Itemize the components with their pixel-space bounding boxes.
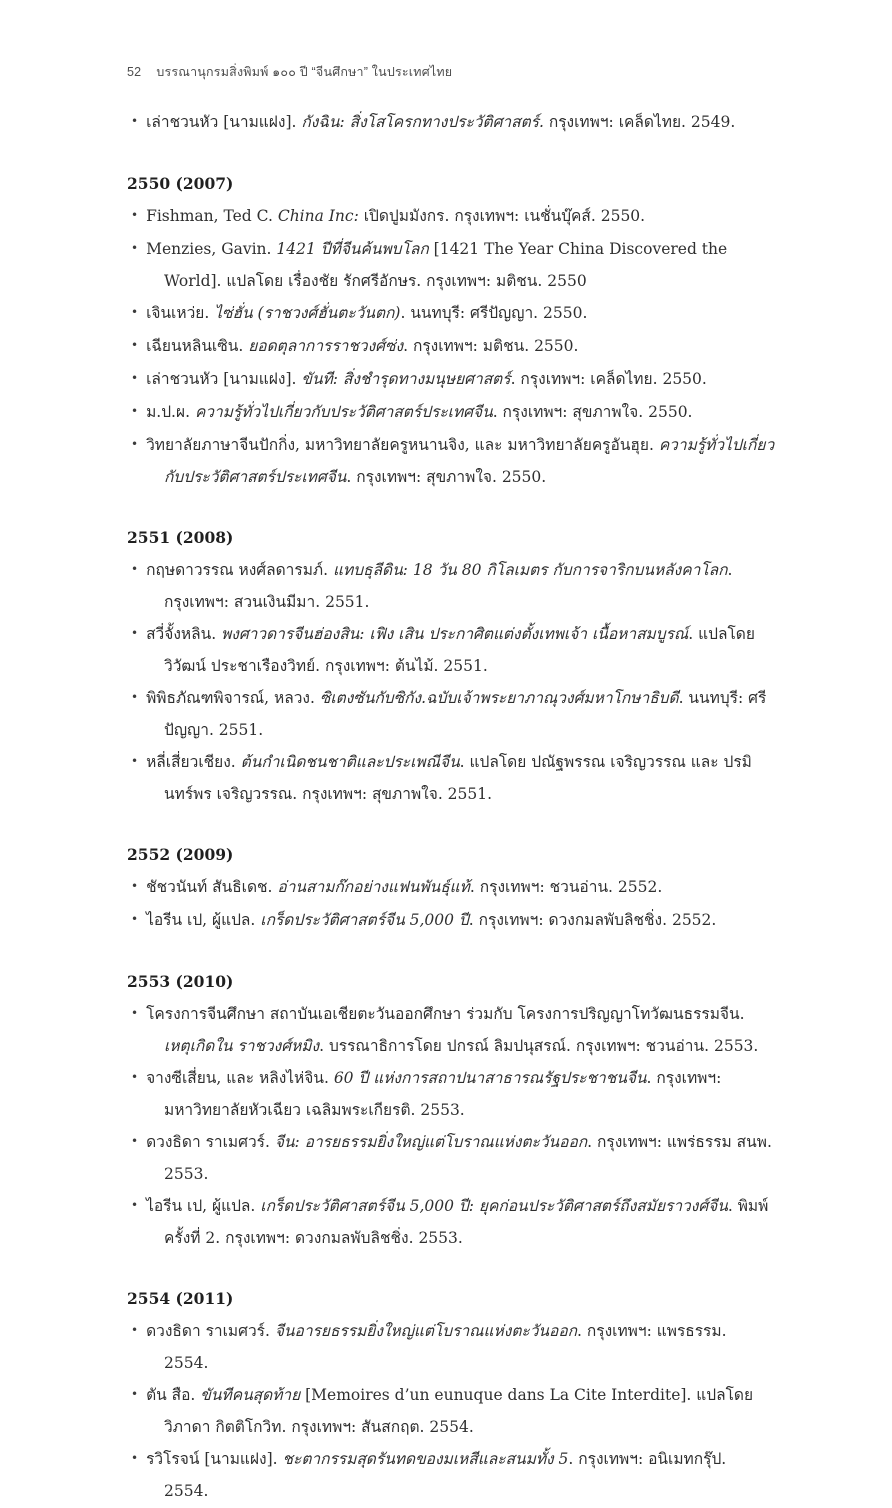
entry-text: โครงการจีนศึกษา สถาบันเอเชียตะวันออกศึกษา ร่วมกับ โครงการปริญญาโทวัฒนธรรมจีน. เหตุเกิดใน ราชวงศ์หมิง. บรรณาธิการโดย ปกรณ์ ลิมปนุสรณ์. กรุงเทพฯ: ชวนอ่าน. 2553. — [146, 1005, 759, 1055]
entry-text: ดวงธิดา ราเมศวร์. จีน: อารยธรรมยิ่งใหญ่แต่โบราณแห่งตะวันออก. กรุงเทพฯ: แพร่ธรรม สนพ. 2553. — [146, 1133, 772, 1183]
entry-text: เฉียนหลินเซิน. ยอดตุลาการราชวงศ์ซ่ง. กรุงเทพฯ: มติชน. 2550. — [146, 337, 579, 355]
bibliography-entry — [127, 872, 775, 904]
page-number: 52 — [127, 65, 142, 79]
entry-text: ไอรีน เป, ผู้แปล. เกร็ดประวัติศาสตร์จีน 5,000 ปี. กรุงเทพฯ: ดวงกมลพับลิชชิ่ง. 2552. — [146, 911, 717, 929]
entry-text: ชัชวนันท์ สันธิเดช. อ่านสามก๊กอย่างแฟนพันธุ์แท้. กรุงเทพฯ: ชวนอ่าน. 2552. — [146, 878, 663, 896]
bibliography-entry — [127, 999, 775, 1062]
bibliography-entry — [127, 1127, 775, 1190]
bullet-icon: • — [131, 305, 139, 319]
bibliography-entry — [127, 555, 775, 618]
bibliography-entry — [127, 234, 775, 297]
year-heading: 2553 (2010) — [127, 972, 234, 991]
entry-text: ดวงธิดา ราเมศวร์. จีนอารยธรรมยิ่งใหญ่แต่โบราณแห่งตะวันออก. กรุงเทพฯ: แพรธรรม. 2554. — [146, 1322, 727, 1372]
bullet-icon: • — [131, 208, 139, 222]
bibliography-entry — [127, 747, 775, 810]
bibliography-entry — [127, 619, 775, 682]
bibliography-entry — [127, 201, 775, 233]
entry-text: จางซีเสี่ยน, และ หลิงไห่จิน. 60 ปี แห่งการสถาปนาสาธารณรัฐประชาชนจีน. กรุงเทพฯ: มหาวิทยาลัยหัวเฉียว เฉลิมพระเกียรติ. 2553. — [146, 1069, 722, 1119]
bullet-icon: • — [131, 338, 139, 352]
entry-text: กฤษดาวรรณ หงศ์ลดารมภ์. แทบธุลีดิน: 18 วัน 80 กิโลเมตร กับการจาริกบนหลังคาโลก. กรุงเทพฯ: สวนเงินมีมา. 2551. — [146, 561, 733, 611]
year-section — [127, 839, 775, 937]
bullet-icon: • — [131, 404, 139, 418]
bibliography-entry — [127, 397, 775, 429]
entry-text: ตัน สือ. ขันทีคนสุดท้าย [Memoires d’un eunuque dans La Cite Interdite]. แปลโดย วิภาดา กิตติโกวิท. กรุงเทพฯ: สันสกฤต. 2554. — [146, 1386, 754, 1436]
bibliography-entry — [127, 298, 775, 330]
bullet-icon: • — [131, 754, 139, 768]
entry-text: วิทยาลัยภาษาจีนปักกิ่ง, มหาวิทยาลัยครูหนานจิง, และ มหาวิทยาลัยครูอันฮุย. ความรู้ทั่วไปเกี่ยวกับประวัติศาสตร์ประเทศจีน. กรุงเทพฯ: สุขภาพใจ. 2550. — [146, 436, 775, 486]
year-heading: 2550 (2007) — [127, 174, 234, 193]
entry-text: Menzies, Gavin. 1421 ปีที่จีนค้นพบโลก [1421 The Year China Discovered the World]. แปลโดย เรื่องชัย รักศรีอักษร. กรุงเทพฯ: มติชน. 2550 — [146, 240, 728, 290]
bullet-icon: • — [131, 437, 139, 451]
bullet-icon: • — [131, 1134, 139, 1148]
bibliography-entry — [127, 1191, 775, 1254]
bullet-icon: • — [131, 1070, 139, 1084]
bullet-icon: • — [131, 626, 139, 640]
entry-text: หลี่เสี่ยวเชียง. ต้นกำเนิดชนชาติและประเพณีจีน. แปลโดย ปณัฐพรรณ เจริญวรรณ และ ปรมินทร์พร เจริญวรรณ. กรุงเทพฯ: สุขภาพใจ. 2551. — [146, 753, 752, 803]
entry-text: ไอรีน เป, ผู้แปล. เกร็ดประวัติศาสตร์จีน 5,000 ปี: ยุคก่อนประวัติศาสตร์ถึงสมัยราวงศ์จีน. พิมพ์ครั้งที่ 2. กรุงเทพฯ: ดวงกมลพับลิชชิ่ง. 2553. — [146, 1197, 769, 1247]
bullet-icon: • — [131, 1198, 139, 1212]
bullet-icon: • — [131, 1006, 139, 1020]
bibliography-content — [127, 106, 775, 1508]
bibliography-entry — [127, 430, 775, 493]
running-title: บรรณานุกรมสิ่งพิมพ์ ๑๐๐ ปี “จีนศึกษา” ในประเทศไทย — [156, 65, 453, 79]
bibliography-entry — [127, 1316, 775, 1379]
year-section — [127, 1283, 775, 1507]
bullet-icon: • — [131, 690, 139, 704]
bullet-icon: • — [131, 1451, 139, 1465]
bibliography-entry — [127, 1063, 775, 1126]
bullet-icon: • — [131, 1387, 139, 1401]
bibliography-entry — [127, 905, 775, 937]
bibliography-entry — [127, 331, 775, 363]
year-heading: 2554 (2011) — [127, 1289, 234, 1308]
bullet-icon: • — [131, 371, 139, 385]
bullet-icon: • — [131, 241, 139, 255]
year-section — [127, 966, 775, 1254]
bullet-icon: • — [131, 912, 139, 926]
bibliography-entry — [127, 1444, 775, 1507]
entry-text: เล่าชวนหัว [นามแฝง]. กังฉิน: สิ่งโสโครกทางประวัติศาสตร์. กรุงเทพฯ: เคล็ดไทย. 2549. — [146, 113, 736, 131]
bibliography-entry — [127, 683, 775, 746]
year-heading: 2552 (2009) — [127, 845, 234, 864]
year-heading: 2551 (2008) — [127, 528, 234, 547]
bullet-icon: • — [131, 562, 139, 576]
entry-text: รวิโรจน์ [นามแฝง]. ชะตากรรมสุดรันทดของมเหสีและสนมทั้ง 5. กรุงเทพฯ: อนิเมทกรุ๊ป. 2554. — [146, 1450, 727, 1500]
entry-text: สวี่จั้งหลิน. พงศาวดารจีนฮ่องสิน: เฟิง เสิน ประกาศิตแต่งตั้งเทพเจ้า เนื้อหาสมบูรณ์. แปลโดย วิวัฒน์ ประชาเรืองวิทย์. กรุงเทพฯ: ต้นไม้. 2551. — [146, 625, 755, 675]
entry-text: Fishman, Ted C. China Inc: เปิดปูมมังกร. กรุงเทพฯ: เนชั่นบุ๊คส์. 2550. — [146, 207, 646, 225]
entry-text: พิพิธภัณฑพิจารณ์, หลวง. ซิเตงซันกับซิกัง.ฉบับเจ้าพระยาภาณุวงศ์มหาโกษาธิบดี. นนทบุรี: ศรีปัญญา. 2551. — [146, 689, 767, 739]
bullet-icon: • — [131, 114, 139, 128]
bibliography-entry — [127, 107, 775, 139]
bullet-icon: • — [131, 879, 139, 893]
year-section — [127, 522, 775, 810]
page-header — [127, 62, 802, 82]
bullet-icon: • — [131, 1323, 139, 1337]
year-section — [127, 168, 775, 493]
entry-text: ม.ป.ผ. ความรู้ทั่วไปเกี่ยวกับประวัติศาสตร์ประเทศจีน. กรุงเทพฯ: สุขภาพใจ. 2550. — [146, 403, 693, 421]
bibliography-entry — [127, 364, 775, 396]
entry-text: เล่าชวนหัว [นามแฝง]. ขันที: สิ่งชำรุดทางมนุษยศาสตร์. กรุงเทพฯ: เคล็ดไทย. 2550. — [146, 370, 707, 388]
bibliography-entry — [127, 1380, 775, 1443]
entry-text: เจินเหว่ย. ไซ่ฮั่น (ราชวงศ์ฮั่นตะวันตก). นนทบุรี: ศรีปัญญา. 2550. — [146, 304, 588, 322]
